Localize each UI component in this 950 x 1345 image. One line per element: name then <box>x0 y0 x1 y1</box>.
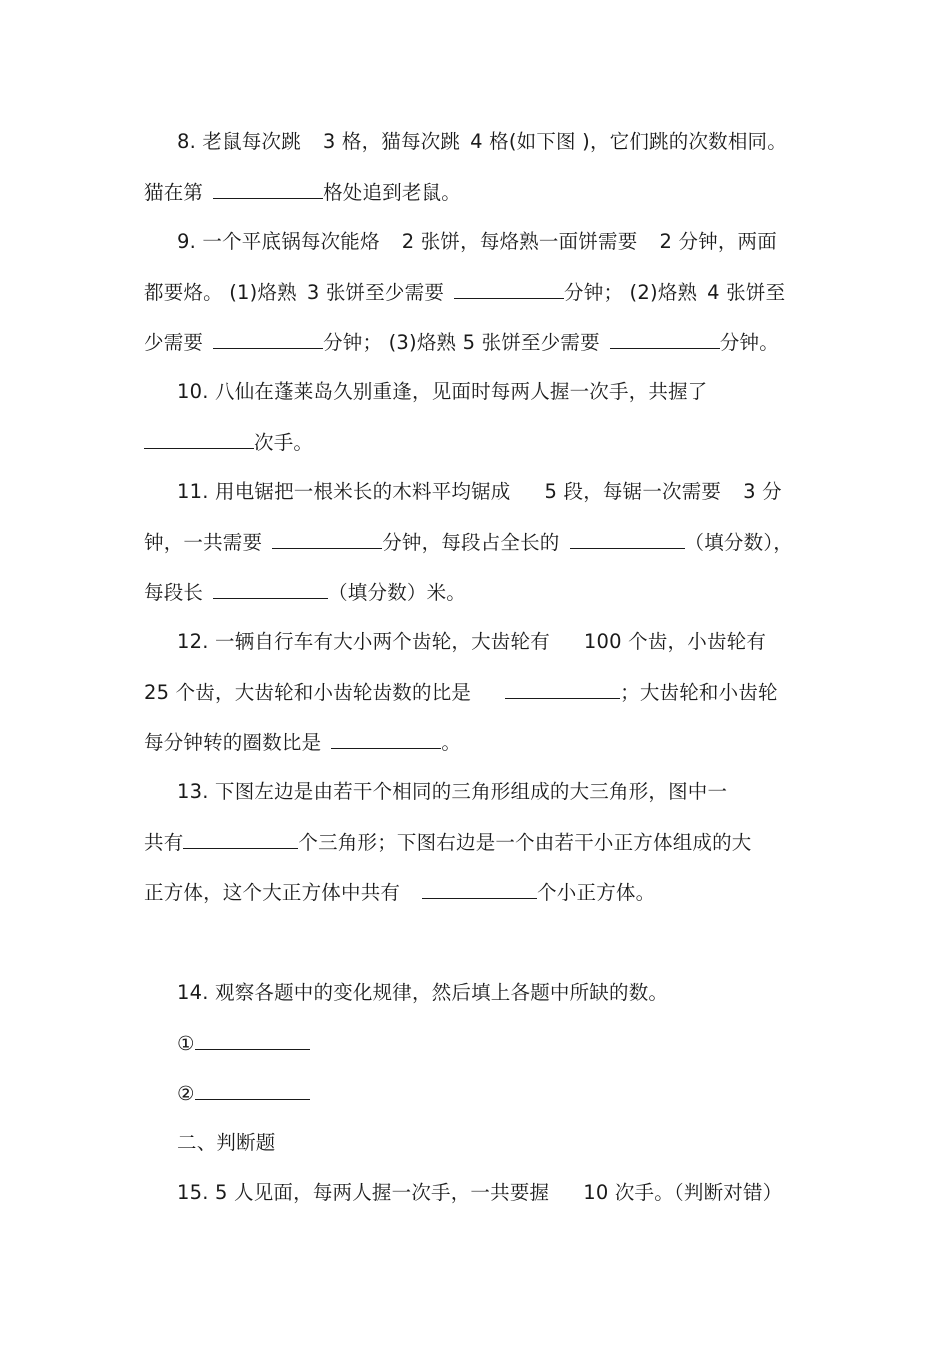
q9-line2 <box>144 278 785 307</box>
q12-text: 25 个齿，大齿轮和小齿轮齿数的比是 <box>144 681 472 704</box>
q8-text: 猫在第 <box>144 181 204 204</box>
q12-text: ；大齿轮和小齿轮 <box>620 681 778 704</box>
q11-line2 <box>144 528 793 557</box>
answer-blank[interactable] <box>195 1079 310 1100</box>
answer-blank[interactable] <box>422 878 537 899</box>
q12-text: 100 个齿，小齿轮有 <box>583 630 767 653</box>
q11-text: （填分数）米。 <box>328 581 467 604</box>
q12-text: 12. 一辆自行车有大小两个齿轮，大齿轮有 <box>177 630 550 653</box>
q8-text: 8. 老鼠每次跳 <box>177 130 301 153</box>
q10-text: 10. 八仙在蓬莱岛久别重逢，见面时每两人握一次手，共握了 <box>177 380 708 403</box>
answer-blank[interactable] <box>213 328 323 349</box>
q9-text: 2 张饼，每烙熟一面饼需要 <box>401 230 638 253</box>
answer-blank[interactable] <box>610 328 720 349</box>
q11-line1 <box>177 478 782 506</box>
q9-line3 <box>144 328 779 357</box>
circled-number-2: ② <box>177 1082 195 1105</box>
q13-line3 <box>144 878 655 907</box>
q9-text: 4 张饼至 <box>707 281 786 304</box>
q8-text: 4 格(如下图 )，它们跳的次数相同。 <box>470 130 787 153</box>
q10-text: 次手。 <box>254 431 314 454</box>
q9-text: 少需要 <box>144 331 204 354</box>
q14-text: 14. 观察各题中的变化规律，然后填上各题中所缺的数。 <box>177 981 669 1004</box>
answer-blank[interactable] <box>570 528 685 549</box>
q14-answer-1 <box>177 1029 310 1058</box>
q9-text: 9. 一个平底锅每次能烙 <box>177 230 380 253</box>
q13-text: 个三角形；下图右边是一个由若干小正方体组成的大 <box>298 831 752 854</box>
answer-blank[interactable] <box>272 528 382 549</box>
q8-line2 <box>144 178 461 207</box>
q9-text: 都要烙。 (1)烙熟 <box>144 281 297 304</box>
q9-line1 <box>177 228 777 256</box>
circled-number-1: ① <box>177 1032 195 1055</box>
q13-line1 <box>177 778 727 806</box>
answer-blank[interactable] <box>195 1029 310 1050</box>
q11-text: （填分数）， <box>684 531 793 554</box>
q13-text: 13. 下图左边是由若干个相同的三角形组成的大三角形，图中一 <box>177 780 728 803</box>
q9-text: 分钟； (3)烙熟 5 张饼至少需要 <box>323 331 600 354</box>
q8-text: 格处追到老鼠。 <box>323 181 462 204</box>
q12-text: 。 <box>441 731 462 754</box>
q11-line3 <box>144 578 466 607</box>
q15-text: 10 次手。（判断对错） <box>583 1181 783 1204</box>
section-heading <box>177 1129 276 1157</box>
q8-line1 <box>177 128 787 156</box>
answer-blank[interactable] <box>213 178 323 199</box>
section-title: 二、判断题 <box>177 1131 276 1154</box>
q9-text: 分钟。 <box>719 331 779 354</box>
q12-text: 每分钟转的圈数比是 <box>144 731 322 754</box>
q13-text: 正方体，这个大正方体中共有 <box>144 881 401 904</box>
q11-text: 每段长 <box>144 581 204 604</box>
q12-line1 <box>177 628 766 656</box>
q15-line1 <box>177 1179 782 1207</box>
q11-text: 5 段，每锯一次需要 <box>544 480 722 503</box>
q14-answer-2 <box>177 1079 310 1108</box>
answer-blank[interactable] <box>183 828 298 849</box>
answer-blank[interactable] <box>331 728 441 749</box>
q9-text: 3 张饼至少需要 <box>306 281 445 304</box>
q9-text: 2 分钟，两面 <box>659 230 777 253</box>
q13-line2 <box>144 828 752 857</box>
q12-line3 <box>144 728 461 757</box>
q12-line2 <box>144 678 778 707</box>
q13-text: 共有 <box>144 831 184 854</box>
q10-line2 <box>144 428 313 457</box>
q11-text: 钟，一共需要 <box>144 531 263 554</box>
q11-text: 分钟，每段占全长的 <box>382 531 560 554</box>
q11-text: 11. 用电锯把一根米长的木料平均锯成 <box>177 480 511 503</box>
q14-line1 <box>177 979 668 1007</box>
answer-blank[interactable] <box>144 428 254 449</box>
answer-blank[interactable] <box>213 578 328 599</box>
q11-text: 3 分 <box>743 480 782 503</box>
q13-text: 个小正方体。 <box>537 881 656 904</box>
q9-text: 分钟； (2)烙熟 <box>564 281 698 304</box>
q15-text: 15. 5 人见面，每两人握一次手，一共要握 <box>177 1181 550 1204</box>
answer-blank[interactable] <box>454 278 564 299</box>
answer-blank[interactable] <box>505 678 620 699</box>
q10-line1 <box>177 378 708 406</box>
q8-text: 3 格，猫每次跳 <box>322 130 461 153</box>
